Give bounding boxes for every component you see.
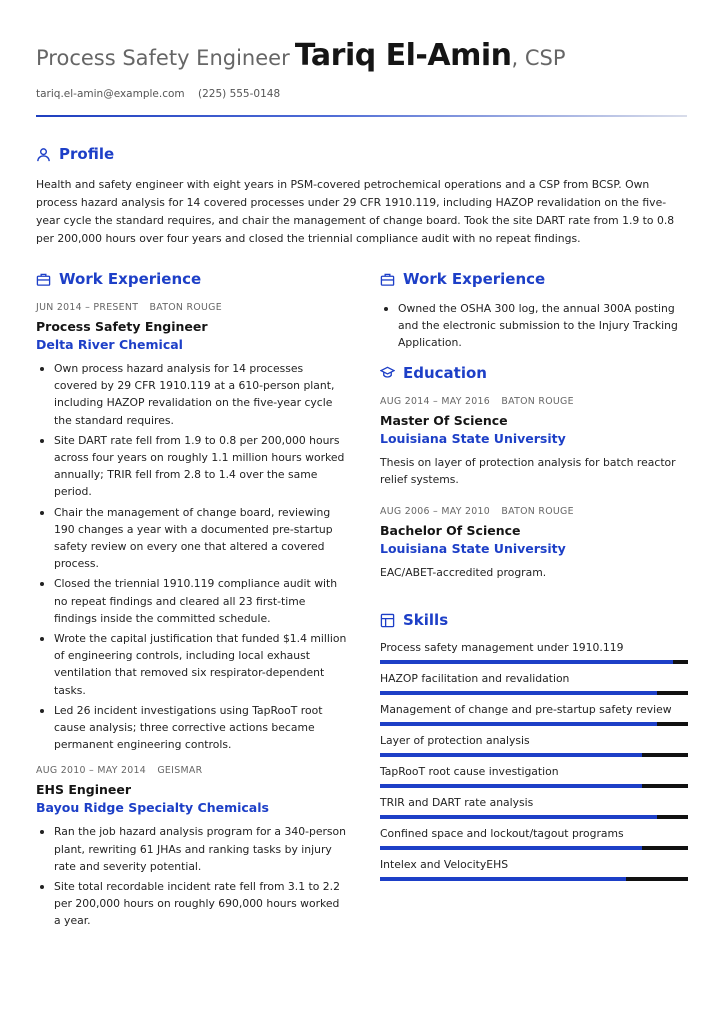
skill-label: Process safety management under 1910.119 — [380, 641, 624, 655]
skill-label: Confined space and lockout/tagout programs — [380, 827, 624, 841]
skill-level-bar — [380, 753, 688, 757]
degree: Bachelor Of Science — [380, 523, 521, 539]
education-description: EAC/ABET-accredited program. — [380, 566, 547, 580]
skill-level-fill — [380, 660, 673, 664]
job-meta — [36, 302, 348, 313]
skill-level-fill — [380, 753, 642, 757]
skill-level-fill — [380, 722, 657, 726]
skill-label: Intelex and VelocityEHS — [380, 858, 509, 872]
education-description: Thesis on layer of protection analysis for batch reactor relief systems. — [380, 455, 676, 486]
left-column — [36, 270, 348, 933]
skill-item — [380, 670, 688, 695]
person-name: Tariq El-Amin — [294, 38, 512, 73]
job-bullets — [36, 823, 348, 929]
briefcase-icon — [36, 272, 51, 287]
job-title: EHS Engineer — [36, 782, 132, 798]
job-bullets — [36, 360, 348, 753]
education-meta — [380, 506, 688, 517]
skills-list — [380, 639, 688, 881]
email: tariq.el-amin@example.com — [36, 88, 185, 100]
job-entry — [36, 302, 348, 753]
skill-label: HAZOP facilitation and revalidation — [380, 672, 570, 686]
skill-label: Management of change and pre-startup safety review — [380, 703, 672, 717]
list-item: Ran the job hazard analysis program for a 340-person plant, rewriting 61 JHAs and ranking tasks by injury rate and severity potential. — [36, 823, 348, 875]
phone: (225) 555-0148 — [198, 88, 281, 100]
section-label: Profile — [59, 145, 115, 163]
section-title-education — [380, 364, 688, 382]
profile-summary: Health and safety engineer with eight years in PSM-covered petrochemical operations and a CSP from BCSP. Own process hazard analysis for 14 covered processes under 29 CFR 1910.119, including HAZOP revalidation on the five-year cycle the standard requires, and chair the management of change board. Took the site DART rate from 1.9 to 0.8 per 200,000 hours over four years and closed the triennial compliance audit with no repeat findings. — [36, 178, 675, 245]
list-item: Chair the management of change board, reviewing 190 changes a year with a documented pre-startup safety review on every one that altered a covered process. — [36, 504, 348, 573]
credential: , CSP — [511, 46, 566, 70]
skill-level-bar — [380, 877, 688, 881]
job-location: BATON ROUGE — [149, 302, 222, 313]
job-title: Process Safety Engineer — [36, 319, 208, 334]
skill-level-bar — [380, 784, 688, 788]
section-title-skills — [380, 611, 688, 629]
skill-item — [380, 794, 688, 819]
job-entry — [36, 765, 348, 929]
skill-level-bar — [380, 691, 688, 695]
skills-grid-icon — [380, 613, 395, 628]
company-name: Bayou Ridge Specialty Chemicals — [36, 800, 269, 816]
briefcase-icon — [380, 272, 395, 287]
skill-item — [380, 763, 688, 788]
education-meta — [380, 396, 688, 407]
skill-label: Layer of protection analysis — [380, 734, 530, 748]
right-column — [380, 270, 688, 881]
degree: Master Of Science — [380, 412, 508, 428]
list-item: Own process hazard analysis for 14 processes covered by 29 CFR 1910.119 at a 610-person plant, including HAZOP revalidation on the five-year cycle the standard requires. — [36, 360, 348, 429]
skill-level-bar — [380, 722, 688, 726]
job-dates: JUN 2014 – PRESENT — [36, 302, 139, 313]
skill-item — [380, 856, 688, 881]
user-icon — [36, 147, 51, 162]
graduation-cap-icon — [380, 365, 395, 380]
skill-label: TapRooT root cause investigation — [380, 765, 559, 779]
company-name: Delta River Chemical — [36, 337, 183, 352]
skill-item — [380, 732, 688, 757]
education-location: BATON ROUGE — [501, 506, 574, 518]
resume-header — [36, 38, 566, 73]
skill-level-fill — [380, 877, 626, 881]
school-name: Louisiana State University — [380, 430, 566, 446]
skill-item — [380, 825, 688, 850]
skill-level-fill — [380, 815, 657, 819]
section-title-experience-continued — [380, 270, 688, 288]
profile-section — [36, 145, 688, 248]
list-item: Closed the triennial 1910.119 compliance audit with no repeat findings and cleared all 23 first-time findings inside the committed schedule. — [36, 575, 348, 627]
list-item: Wrote the capital justification that funded $1.4 million of engineering controls, including local exhaust ventilation that removed six respirator-dependent tasks. — [36, 630, 348, 699]
skill-level-bar — [380, 660, 688, 664]
header-divider — [36, 115, 687, 117]
section-label: Work Experience — [59, 270, 202, 288]
education-dates: AUG 2014 – MAY 2016 — [380, 395, 491, 407]
contact-info — [36, 88, 280, 100]
education-location: BATON ROUGE — [501, 395, 574, 407]
list-item: Owned the OSHA 300 log, the annual 300A posting and the electronic submission to the Injury Tracking Application. — [380, 300, 688, 352]
skill-level-fill — [380, 784, 642, 788]
section-label: Education — [403, 363, 487, 382]
education-entry — [380, 396, 688, 488]
school-name: Louisiana State University — [380, 541, 566, 557]
skill-level-bar — [380, 846, 688, 850]
skill-label: TRIR and DART rate analysis — [380, 796, 534, 810]
job-location: GEISMAR — [157, 765, 203, 777]
skill-item — [380, 639, 688, 664]
section-title-profile — [36, 145, 688, 163]
skill-level-fill — [380, 846, 642, 850]
job-meta — [36, 765, 348, 776]
section-title-experience — [36, 270, 348, 288]
skill-item — [380, 701, 688, 726]
skill-level-fill — [380, 691, 657, 695]
job-role: Process Safety Engineer — [36, 46, 290, 70]
list-item: Site DART rate fell from 1.9 to 0.8 per 200,000 hours across four years on roughly 1.1 million hours worked annually; TRIR fell from 2.8 to 1.4 over the same period. — [36, 432, 348, 501]
job-dates: AUG 2010 – MAY 2014 — [36, 765, 147, 777]
section-label: Work Experience — [403, 270, 546, 288]
job-bullets-continued — [380, 300, 688, 352]
section-label: Skills — [403, 611, 449, 630]
skill-level-bar — [380, 815, 688, 819]
education-dates: AUG 2006 – MAY 2010 — [380, 506, 491, 518]
education-entry — [380, 506, 688, 581]
list-item: Led 26 incident investigations using TapRooT root cause analysis; three corrective actions became permanent engineering controls. — [36, 702, 348, 754]
list-item: Site total recordable incident rate fell from 3.1 to 2.2 per 200,000 hours on roughly 690,000 hours worked a year. — [36, 878, 348, 930]
